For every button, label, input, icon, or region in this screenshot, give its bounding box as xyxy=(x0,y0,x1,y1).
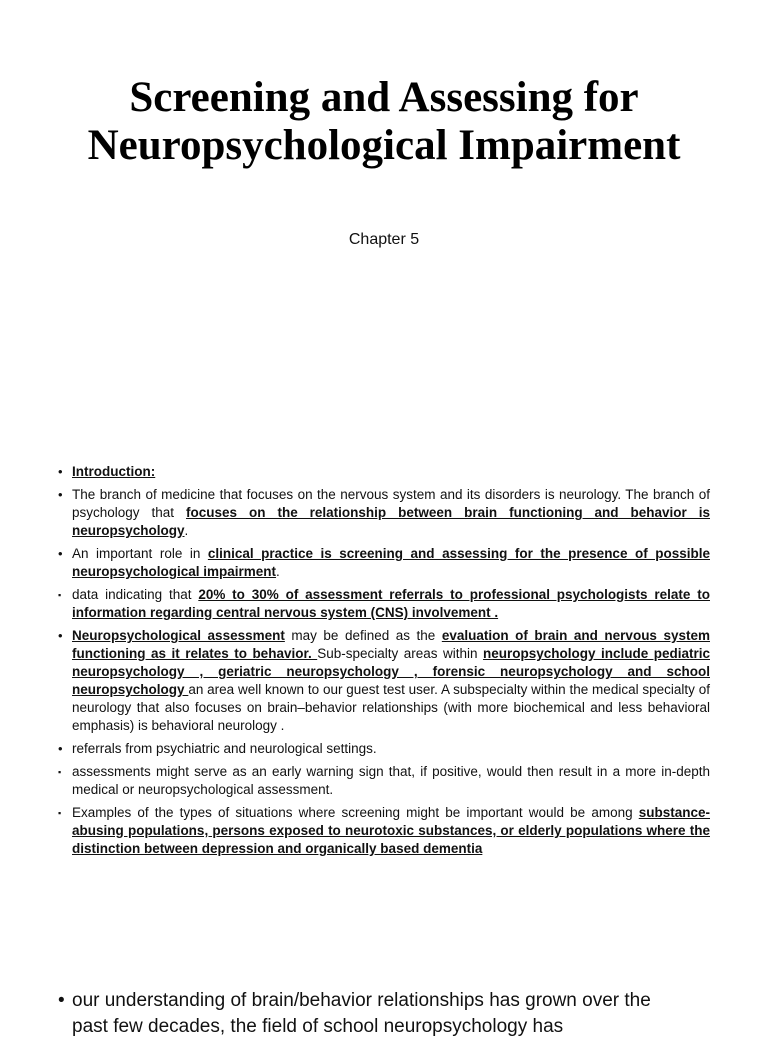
bullet-item: ▪ assessments might serve as an early warning sign that, if positive, would then result in a more in-depth medical or neuropsychological assessment. xyxy=(58,764,710,797)
bullet-marker: • xyxy=(58,741,63,756)
emphasized-text: evaluation of brain and nervous system functioning as it relates to behavior. xyxy=(72,628,710,661)
bullet-item xyxy=(60,463,710,481)
emphasized-text: substance-abusing populations, persons exposed to neurotoxic substances, or elderly populations where the distinction between depression and organically based dementia xyxy=(72,805,710,856)
bullet-item: • The branch of medicine that focuses on the nervous system and its disorders is neurology. The branch of psychology that focuses on the relationship between brain functioning and behavior is neuropsychology. xyxy=(58,487,710,538)
emphasized-text: focuses on the relationship between brain functioning and behavior is neuropsychology xyxy=(72,505,710,538)
bullet-item: • An important role in clinical practice is screening and assessing for the presence of possible neuropsychological impairment. xyxy=(58,546,710,579)
emphasized-text: clinical practice is screening and assessing for the presence of possible neuropsychological impairment xyxy=(72,546,710,579)
bullet-item: ▪ Examples of the types of situations where screening might be important would be among substance-abusing populations, persons exposed to neurotoxic substances, or elderly populations where the distinction between depression and organically based dementia xyxy=(58,805,710,856)
page-title: Screening and Assessing for Neuropsychological Impairment xyxy=(87,74,681,169)
bullet-marker: ▪ xyxy=(58,767,62,777)
bullet-item: • Neuropsychological assessment may be defined as the evaluation of brain and nervous system functioning as it relates to behavior. Sub-specialty areas within neuropsychology include pediatric neuropsychology , geriatric neuropsychology , forensic neuropsychology and school neuropsychology an area well known to our guest test user. A subspecialty within the medical specialty of neurology that also focuses on brain–behavior relationships (with more biochemical and less behavioral emphasis) is behavioral neurology . xyxy=(58,628,710,733)
bullet-marker: ▪ xyxy=(58,590,62,600)
emphasized-text: Neuropsychological assessment xyxy=(72,628,285,643)
bullet-marker: ▪ xyxy=(58,808,62,818)
emphasized-text: neuropsychology include pediatric neuropsychology , geriatric neuropsychology , forensic neuropsychology and school neuropsychology xyxy=(72,646,710,697)
bullet-marker: • xyxy=(58,546,63,561)
bullet-marker: • xyxy=(58,464,63,479)
bullet-item: ▪ data indicating that 20% to 30% of assessment referrals to professional psychologists relate to information regarding central nervous system (CNS) involvement . xyxy=(58,587,710,620)
bullet-marker: • xyxy=(58,990,65,1011)
emphasized-text: Introduction: xyxy=(72,464,156,479)
footer-bullet xyxy=(58,990,732,1012)
footer-line-2: past few decades, the field of school neuropsychology has xyxy=(72,1016,564,1037)
emphasized-text: 20% to 30% of assessment referrals to professional psychologists relate to information regarding central nervous system (CNS) involvement . xyxy=(72,587,710,620)
bullet-marker: • xyxy=(58,487,63,502)
chapter-subtitle: Chapter 5 xyxy=(348,231,420,248)
footer-line-1: our understanding of brain/behavior relationships has grown over the xyxy=(72,990,651,1011)
bullet-item: • referrals from psychiatric and neurological settings. xyxy=(58,741,377,756)
bullet-list xyxy=(60,463,710,863)
bullet-marker: • xyxy=(58,628,63,643)
